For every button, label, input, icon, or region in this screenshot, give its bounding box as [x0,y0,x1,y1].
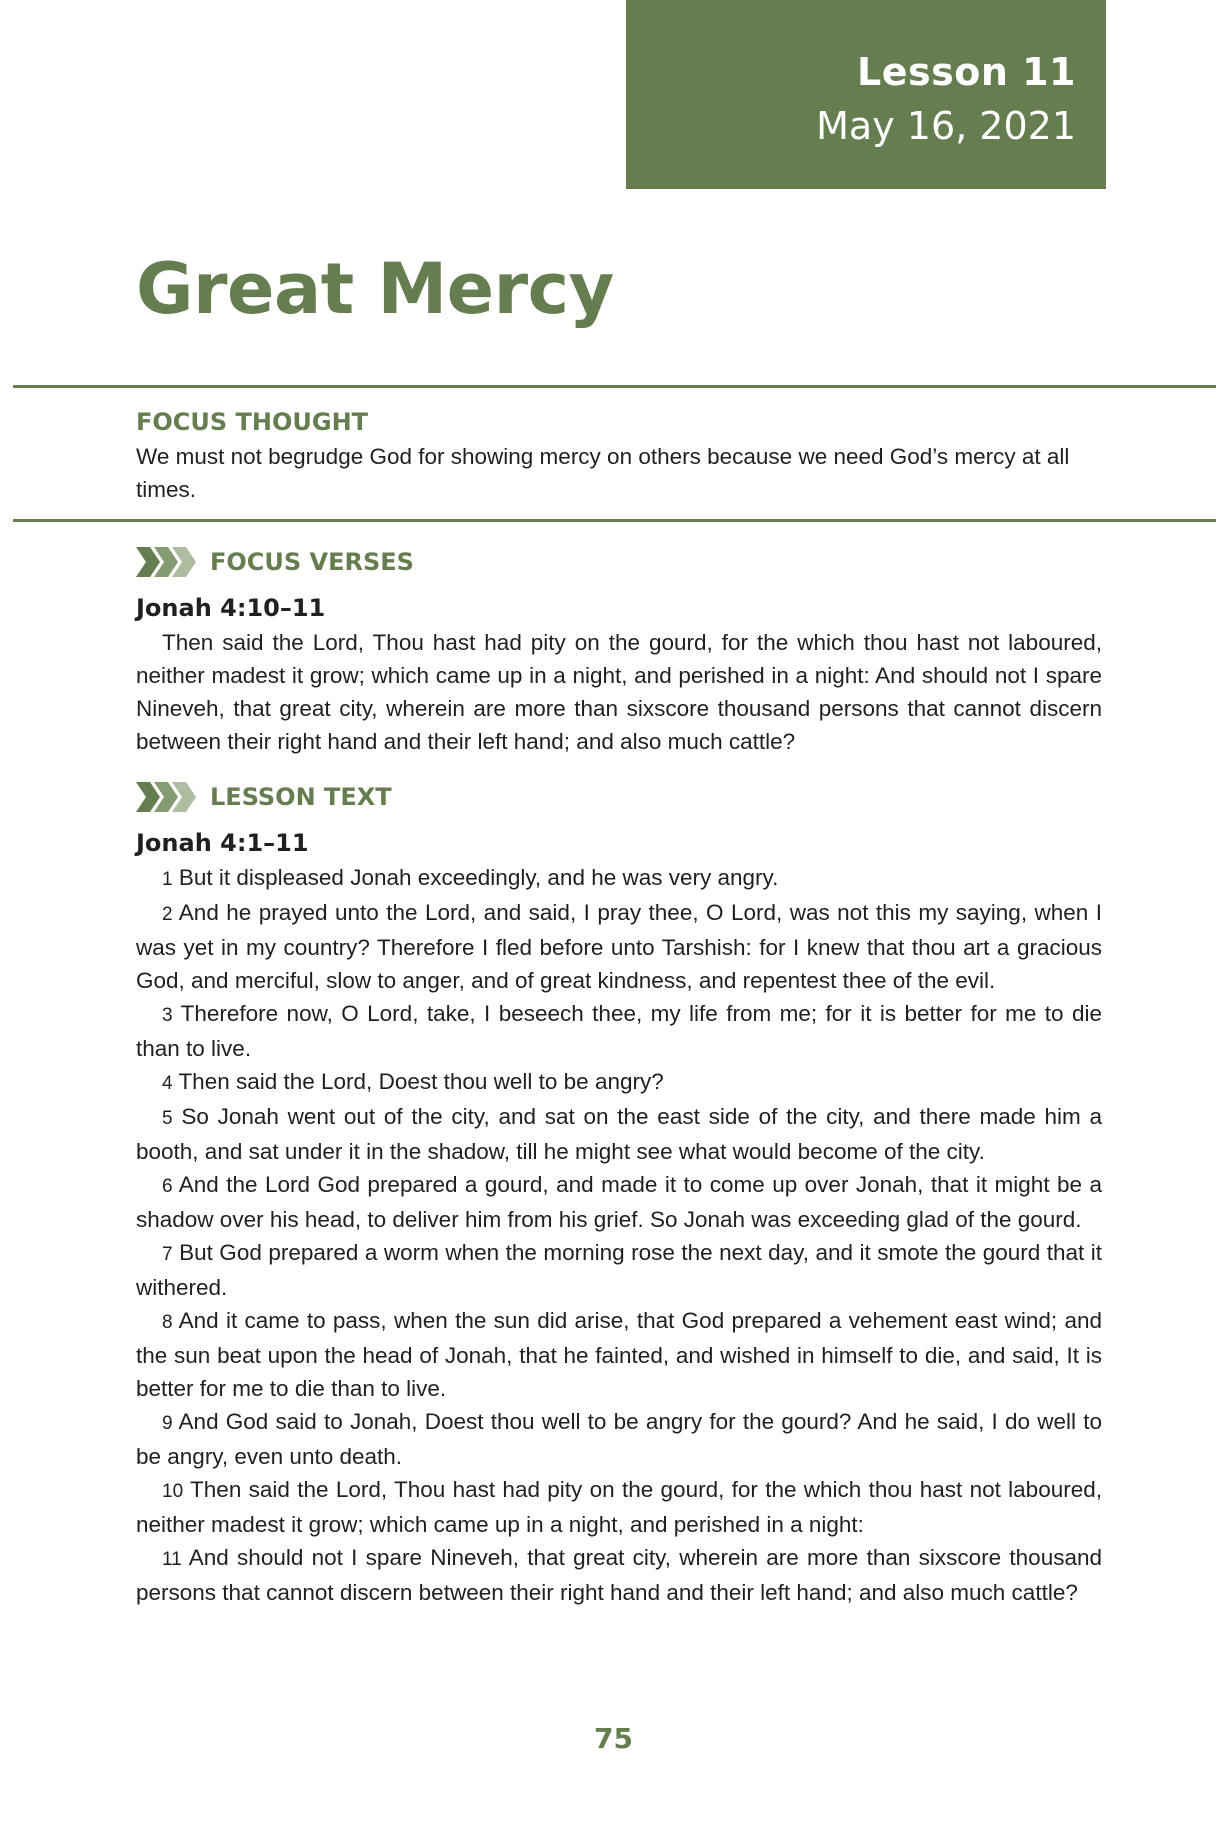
verse-text: And the Lord God prepared a gourd, and made it to come up over Jonah, that it might be a shadow over his head, to deliver him from his grief. So Jonah was exceeding glad of the gourd. [136,1172,1102,1232]
verse [136,1236,1102,1304]
verse-text: But it displeased Jonah exceedingly, and he was very angry. [178,865,779,890]
page-title: Great Mercy [136,248,614,330]
verse [136,1168,1102,1236]
verse-text: And should not I spare Nineveh, that great city, wherein are more than sixscore thousand persons that cannot discern between their right hand and their left hand; and also much cattle? [136,1545,1102,1605]
verse-text: And he prayed unto the Lord, and said, I pray thee, O Lord, was not this my saying, when I was yet in my country? Therefore I fled before unto Tarshish: for I knew that thou art a gracious God, and merciful, slow to anger, and of great kindness, and repentest thee of the evil. [136,900,1103,993]
lesson-number: Lesson 11 [857,50,1076,94]
focus-verses-paragraph: Then said the Lord, Thou hast had pity on the gourd, for the which thou hast not laboured, neither madest it grow; which came up in a night, and perished in a night: And should not I spare Nineveh, that great city, wherein are more than sixscore thousand persons that cannot discern between their right hand and their left hand; and also much cattle? [136,630,1102,754]
lesson-text-heading [136,781,392,813]
verse [136,896,1102,997]
verse-text: So Jonah went out of the city, and sat on the east side of the city, and there made him a booth, and sat under it in the shadow, till he might see what would become of the city. [136,1104,1102,1164]
focus-thought-text: We must not begrudge God for showing mercy on others because we need God’s mercy at all times. [136,444,1070,502]
verse-number: 7 [162,1244,173,1265]
focus-thought-heading: FOCUS THOUGHT [136,408,369,436]
verse-number: 6 [162,1176,173,1197]
lesson-text-label: LESSON TEXT [210,783,392,811]
verse [136,1405,1102,1473]
verse-number: 1 [162,869,173,890]
lesson-header-box [626,0,1106,189]
verse [136,1304,1102,1405]
verse-number: 9 [162,1413,173,1434]
focus-verses-label: FOCUS VERSES [210,548,414,576]
divider-bottom [13,519,1216,522]
lesson-text-body [136,861,1102,1609]
triple-chevron-icon [136,782,198,812]
verse-number: 5 [162,1108,173,1129]
divider-top [13,385,1216,388]
triple-chevron-icon [136,547,198,577]
verse [136,1473,1102,1541]
verse [136,1541,1102,1609]
verse-text: Then said the Lord, Thou hast had pity on the gourd, for the which thou hast not laboured, neither madest it grow; which came up in a night, and perished in a night: [136,1477,1102,1537]
verse [136,861,1102,896]
verse-number: 3 [162,1005,173,1026]
verse-text: And it came to pass, when the sun did arise, that God prepared a vehement east wind; and the sun beat upon the head of Jonah, that he fainted, and wished in himself to die, and said, It is better for me to die than to live. [136,1308,1102,1401]
verse-text: And God said to Jonah, Doest thou well to be angry for the gourd? And he said, I do well to be angry, even unto death. [136,1409,1102,1469]
lesson-date: May 16, 2021 [816,104,1076,148]
verse-text: But God prepared a worm when the morning rose the next day, and it smote the gourd that it withered. [136,1240,1102,1300]
focus-verses-text [136,626,1102,758]
verse [136,1065,1102,1100]
verse-number: 8 [162,1312,173,1333]
focus-verses-reference: Jonah 4:10–11 [136,594,326,622]
verse-number: 11 [162,1549,182,1570]
focus-verses-heading [136,546,414,578]
lesson-text-reference: Jonah 4:1–11 [136,829,309,857]
verse-number: 10 [162,1481,184,1502]
verse [136,997,1102,1065]
verse-text: Therefore now, O Lord, take, I beseech thee, my life from me; for it is better for me to die than to live. [136,1001,1102,1061]
verse [136,1100,1102,1168]
page-number: 75 [594,1722,633,1755]
verse-number: 2 [162,904,173,925]
verse-text: Then said the Lord, Doest thou well to be angry? [178,1069,664,1094]
verse-number: 4 [162,1073,173,1094]
